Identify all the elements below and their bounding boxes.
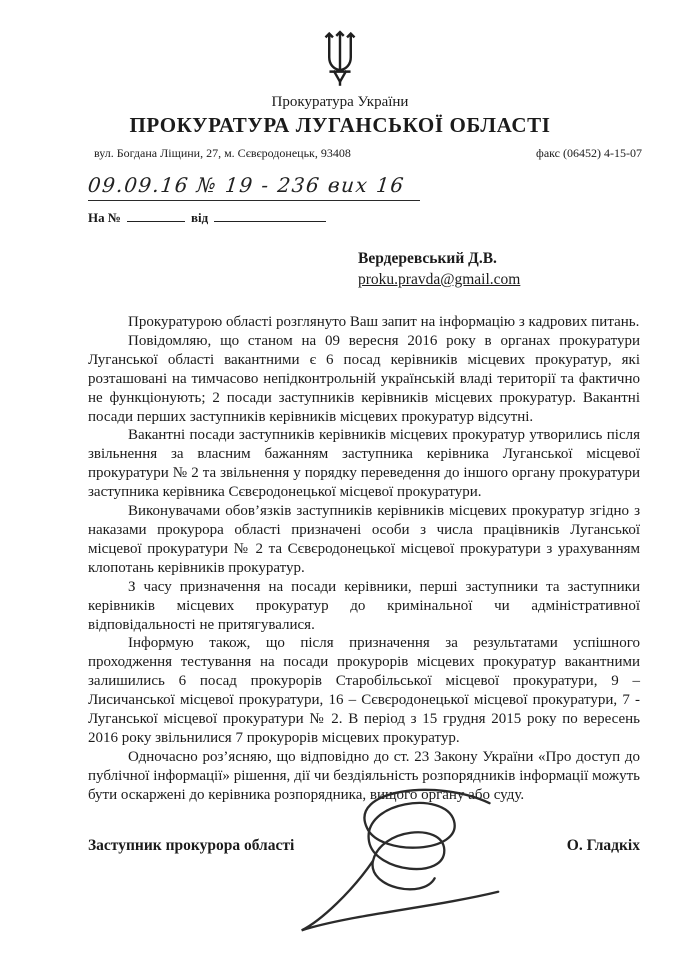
reply-from-label: від — [190, 210, 209, 225]
org-address: вул. Богдана Ліщини, 27, м. Сєвєродонецьк, 93408 — [94, 146, 351, 160]
outgoing-reference-line — [88, 173, 420, 201]
body-paragraph-2: Повідомляю, що станом на 09 вересня 2016 року в органах прокуратури Луганської області вакантними є 6 посад керівників місцевих прокуратур, які розташовані на тимчасово непідконтрольній українській владі території та фактично не функціонують; 2 посади заступників керівників місцевих прокуратур. Вакантні посади перших заступників керівників місцевих прокуратур відсутні. — [88, 332, 640, 425]
body-paragraph-5: З часу призначення на посади керівники, перші заступники та заступники керівників місцевих прокуратур до кримінальної чи адміністративної відповідальності не притягувалися. — [88, 578, 640, 633]
handwritten-reference-number: 09.09.16 № 19 - 236 вих 16 — [86, 173, 407, 197]
reply-reference-line — [88, 210, 680, 226]
ukraine-trident-emblem-icon — [0, 30, 680, 88]
letterhead-contact-row — [94, 146, 642, 161]
signatory-name: О. Гладкіх — [566, 836, 640, 854]
body-paragraph-3: Вакантні посади заступників керівників місцевих прокуратур утворились після звільнення за власним бажанням заступника керівника Луганської місцевої прокуратури № 2 та звільнення у порядку переведення до іншого органу прокуратури заступника керівника Сєвєродонецької місцевої прокуратури. — [88, 427, 640, 501]
reply-from-blank — [214, 210, 326, 222]
recipient-block — [358, 250, 680, 289]
org-title: ПРОКУРАТУРА ЛУГАНСЬКОЇ ОБЛАСТІ — [129, 113, 551, 137]
recipient-name: Вердеревський Д.В. — [358, 250, 497, 267]
reply-no-label: На № — [88, 210, 121, 225]
letter-body — [88, 313, 640, 805]
recipient-email: proku.pravda@gmail.com — [358, 271, 521, 288]
signatory-title: Заступник прокурора області — [88, 836, 295, 854]
org-fax: факс (06452) 4-15-07 — [536, 146, 642, 160]
org-parent-name: Прокуратура України — [271, 94, 409, 110]
reply-no-blank — [127, 210, 185, 222]
body-paragraph-7: Одночасно роз’ясняю, що відповідно до ст. 23 Закону України «Про доступ до публічної інформації» рішення, дії чи бездіяльність розпорядників інформації можуть бути оскаржені до керівника розпорядника, вищого органу або суду. — [88, 748, 640, 803]
body-paragraph-6: Інформую також, що після призначення за результатами успішного проходження тестування на посади прокурорів місцевих прокуратур вакантними залишились 6 посад прокурорів Старобільської місцевої прокуратури, 9 – Лисичанської місцевої прокуратури, 16 – Сєвєродонецької місцевої прокуратури, 7 - Луганської місцевої прокуратури № 2. В період з 15 грудня 2015 року по вересень 2016 року звільнилися 7 прокурорів місцевих прокуратур. — [88, 635, 640, 746]
body-paragraph-1: Прокуратурою області розглянуто Ваш запит на інформацію з кадрових питань. — [128, 314, 640, 330]
body-paragraph-4: Виконувачами обов’язків заступників керівників місцевих прокуратур згідно з наказами прокурора області призначені особи з числа працівників Луганської місцевої прокуратури № 2 та Сєвєродонецької місцевої прокуратури з урахуванням клопотань керівників прокуратур. — [88, 503, 640, 576]
signature-row — [88, 837, 640, 855]
